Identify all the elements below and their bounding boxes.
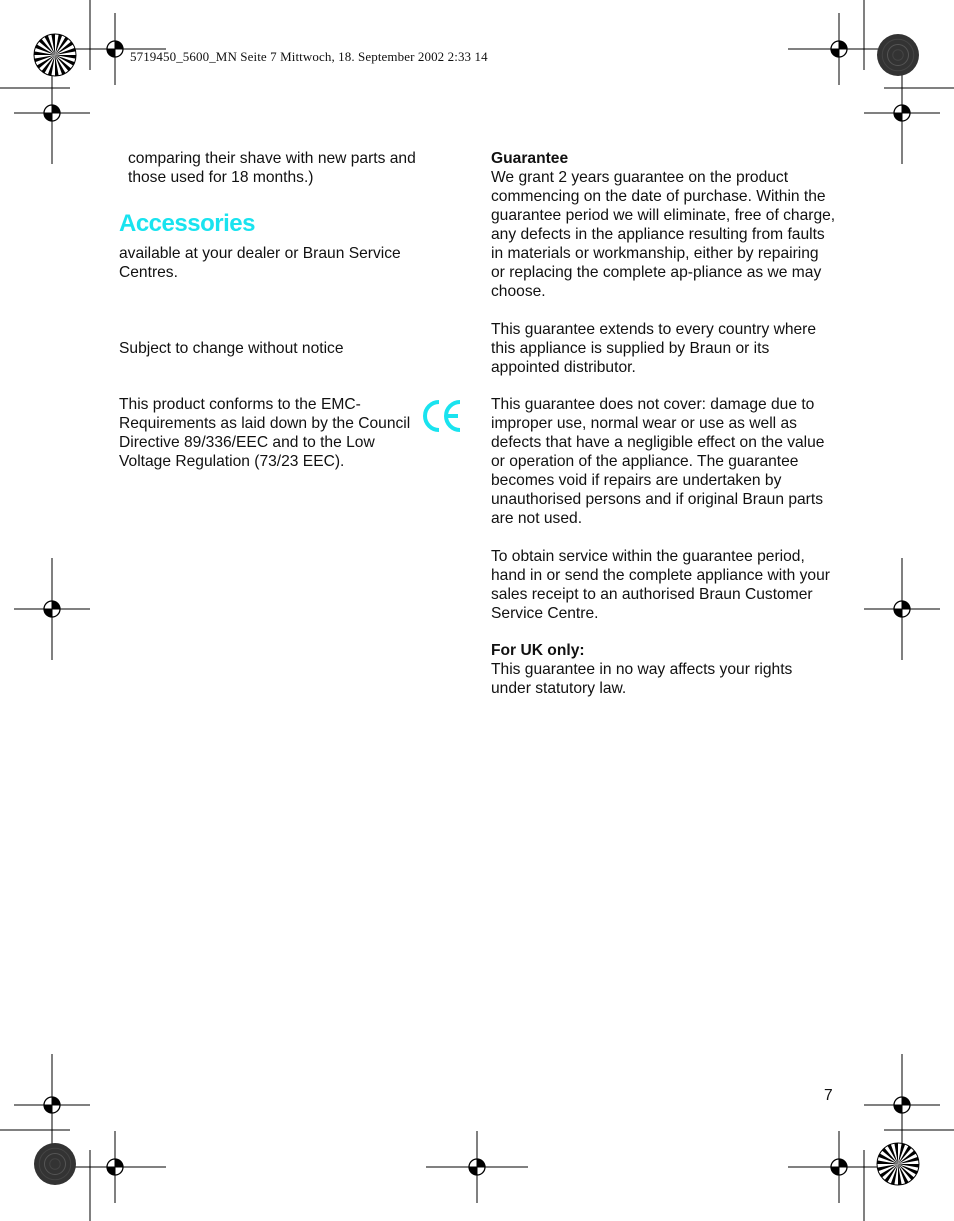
uk-heading: For UK only: <box>491 642 585 659</box>
guarantee-heading: Guarantee <box>491 150 569 167</box>
guarantee-paragraph-4: To obtain service within the guarantee period, hand in or send the complete appliance with your sales receipt to an authorised Braun Customer Service Centre. <box>491 548 830 622</box>
guarantee-paragraph-1: We grant 2 years guarantee on the product commencing on the date of purchase. Within the guarantee period we will eliminate, free of charge, any defects in the appliance resulting from faults in materials or workmanship, either by repairing or replacing the complete ap-pliance as we may choose. <box>491 169 836 300</box>
ce-mark-icon <box>420 398 464 434</box>
intro-text: comparing their shave with new parts and those used for 18 months.) <box>128 150 416 186</box>
uk-text: This guarantee in no way affects your rights under statutory law. <box>491 661 793 697</box>
page-number: 7 <box>824 1087 833 1104</box>
accessories-heading: Accessories <box>119 210 255 237</box>
emc-text: This product conforms to the EMC-Requirements as laid down by the Council Directive 89/336/EEC and to the Low Voltage Regulation (73/23 EEC). <box>119 396 411 470</box>
guarantee-paragraph-2: This guarantee extends to every country where this appliance is supplied by Braun or its appointed distributor. <box>491 321 817 376</box>
print-slug: 5719450_5600_MN Seite 7 Mittwoch, 18. September 2002 2:33 14 <box>130 49 488 64</box>
accessories-text: available at your dealer or Braun Service Centres. <box>119 245 401 281</box>
gray-target-icon <box>877 34 919 76</box>
star-target-icon <box>34 34 76 76</box>
subject-to-change-text: Subject to change without notice <box>119 340 344 357</box>
gray-target-icon <box>34 1143 76 1185</box>
guarantee-paragraph-3: This guarantee does not cover: damage due to improper use, normal wear or use as well as defects that have a negligible effect on the value or operation of the appliance. The guarantee becomes void if repairs are undertaken by unauthorised persons and if original Braun parts are not used. <box>491 396 825 527</box>
star-target-icon <box>877 1143 919 1185</box>
